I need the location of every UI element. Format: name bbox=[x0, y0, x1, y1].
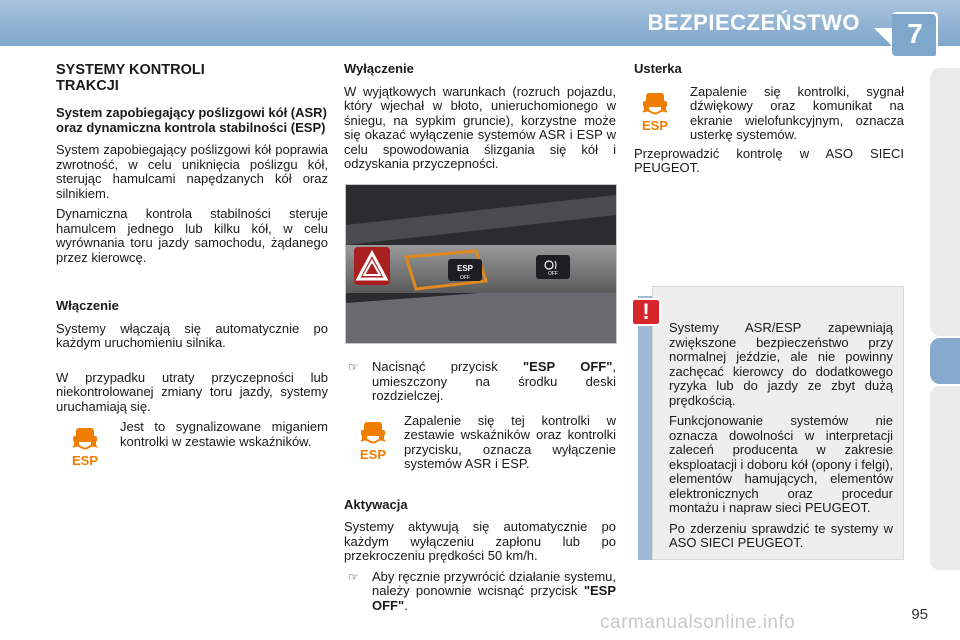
paragraph: Przeprowadzić kontrolę w ASO SIECI PEUGEOT. bbox=[634, 145, 904, 175]
section-heading-fault: Usterka bbox=[634, 61, 682, 76]
esp-warning-icon bbox=[352, 414, 396, 462]
badge-fold-decoration bbox=[874, 28, 892, 46]
instruction-bullet bbox=[344, 570, 616, 614]
paragraph: Dynamiczna kontrola stabilności steruje hamulcem jednego lub kilku kół, w celu wyrównania toru jazdy samochodu, żądanego przez kierowcę. bbox=[56, 206, 328, 265]
bullet-text: . bbox=[404, 597, 408, 613]
paragraph: System zapobiegający poślizgowi kół poprawia zwrotność, w celu uniknięcia poślizgu kół, sterując hamulcami napędzanych kół oraz silnikiem. bbox=[56, 142, 328, 201]
bullet-text: Nacisnąć przycisk bbox=[372, 359, 523, 374]
instruction-bullet bbox=[344, 360, 616, 404]
side-tab-active bbox=[930, 338, 960, 384]
bullet-text: , umieszczony na środku deski rozdzielczej. bbox=[372, 359, 616, 403]
esp-indicator-row-off bbox=[344, 414, 616, 472]
page-header bbox=[0, 0, 960, 46]
paragraph: Systemy aktywują się automatycznie po każdym wyłączeniu zapłonu lub po przekroczeniu prędkości 50 km/h. bbox=[344, 519, 616, 563]
esp-off-button-name: "ESP OFF" bbox=[372, 583, 616, 613]
side-tab-bottom bbox=[930, 386, 960, 570]
dashboard-photo bbox=[345, 184, 617, 344]
section-heading-on: Włączenie bbox=[56, 298, 119, 313]
paragraph: Zapalenie się kontrolki, sygnał dźwiękowy oraz komunikat na ekranie wielofunkcyjnym, oznacza usterkę systemów. bbox=[690, 83, 904, 142]
warning-paragraph: Po zderzeniu sprawdzić te systemy w ASO SIECI PEUGEOT. bbox=[669, 520, 893, 550]
photo-esp-off-label: OFF bbox=[460, 275, 470, 281]
column-left bbox=[56, 62, 328, 468]
sub-heading: System zapobiegający poślizgowi kół (ASR) oraz dynamiczna kontrola stabilności (ESP) bbox=[56, 105, 327, 135]
pointer-icon: ☞ bbox=[348, 569, 359, 584]
photo-second-off-label: OFF bbox=[548, 271, 558, 277]
esp-warning-icon bbox=[634, 85, 678, 133]
main-heading-line1: SYSTEMY KONTROLI bbox=[56, 62, 205, 78]
exclamation-warning-icon: ! bbox=[631, 298, 661, 326]
column-right bbox=[634, 62, 904, 182]
photo-esp-label: ESP bbox=[456, 264, 474, 273]
section-title: BEZPIECZEŃSTWO bbox=[647, 10, 860, 35]
section-heading-off: Wyłączenie bbox=[344, 61, 414, 76]
esp-warning-icon bbox=[64, 420, 108, 468]
page-number: 95 bbox=[911, 606, 928, 623]
esp-icon-label: ESP bbox=[71, 453, 99, 468]
esp-icon-label: ESP bbox=[359, 446, 387, 462]
esp-icon-label: ESP bbox=[641, 117, 669, 133]
bullet-text: Aby ręcznie przywrócić działanie systemu, należy ponownie wcisnąć przycisk bbox=[372, 568, 616, 598]
dashboard-illustration bbox=[346, 185, 616, 343]
main-heading bbox=[56, 62, 328, 94]
main-heading-line2: TRAKCJI bbox=[56, 78, 119, 94]
section-heading-activation: Aktywacja bbox=[344, 496, 408, 512]
esp-off-button-name: "ESP OFF" bbox=[522, 359, 613, 374]
esp-indicator-row-fault bbox=[634, 85, 904, 143]
chapter-number-badge: 7 bbox=[892, 12, 938, 56]
warning-paragraph: Systemy ASR/ESP zapewniają zwiększone bezpieczeństwo przy normalnej jeździe, ale nie powinny zachęcać kierowcy do dodatkowego ryzyka lub do jazdy ze zbyt dużą prędkością. bbox=[669, 320, 893, 408]
paragraph: Zapalenie się tej kontrolki w zestawie wskaźników oraz kontrolki przycisku, oznacza wyłączenie systemów ASR i ESP. bbox=[404, 412, 616, 471]
pointer-icon: ☞ bbox=[348, 360, 359, 374]
watermark: carmanualsonline.info bbox=[600, 612, 796, 633]
column-middle bbox=[344, 62, 616, 178]
paragraph: Jest to sygnalizowane miganiem kontrolki w zestawie wskaźników. bbox=[120, 419, 328, 449]
paragraph: Systemy włączają się automatycznie po każdym uruchomieniu silnika. bbox=[56, 320, 328, 350]
warning-box bbox=[652, 286, 904, 560]
column-middle-lower bbox=[344, 360, 616, 613]
paragraph: W wyjątkowych warunkach (rozruch pojazdu, który wjechał w błoto, unieruchomionego w śniegu, na sypkim gruncie), korzystne może się okazać wyłączenie systemów ASR i ESP w celu spowodowania ślizgania się kół i odzyskania przyczepności. bbox=[344, 83, 616, 171]
warning-paragraph: Funkcjonowanie systemów nie oznacza dowolności w interpretacji zaleceń producenta w zakresie eksploatacji i doboru kół (opony i felgi), elementów hamujących, elementów elektronicznych oraz procedur montażu i napraw sieci PEUGEOT. bbox=[669, 413, 894, 515]
paragraph: W przypadku utraty przyczepności lub niekontrolowanej zmiany toru jazdy, systemy uruchamiają się. bbox=[56, 369, 328, 414]
side-tab-top bbox=[930, 68, 960, 336]
esp-indicator-row bbox=[56, 420, 328, 468]
